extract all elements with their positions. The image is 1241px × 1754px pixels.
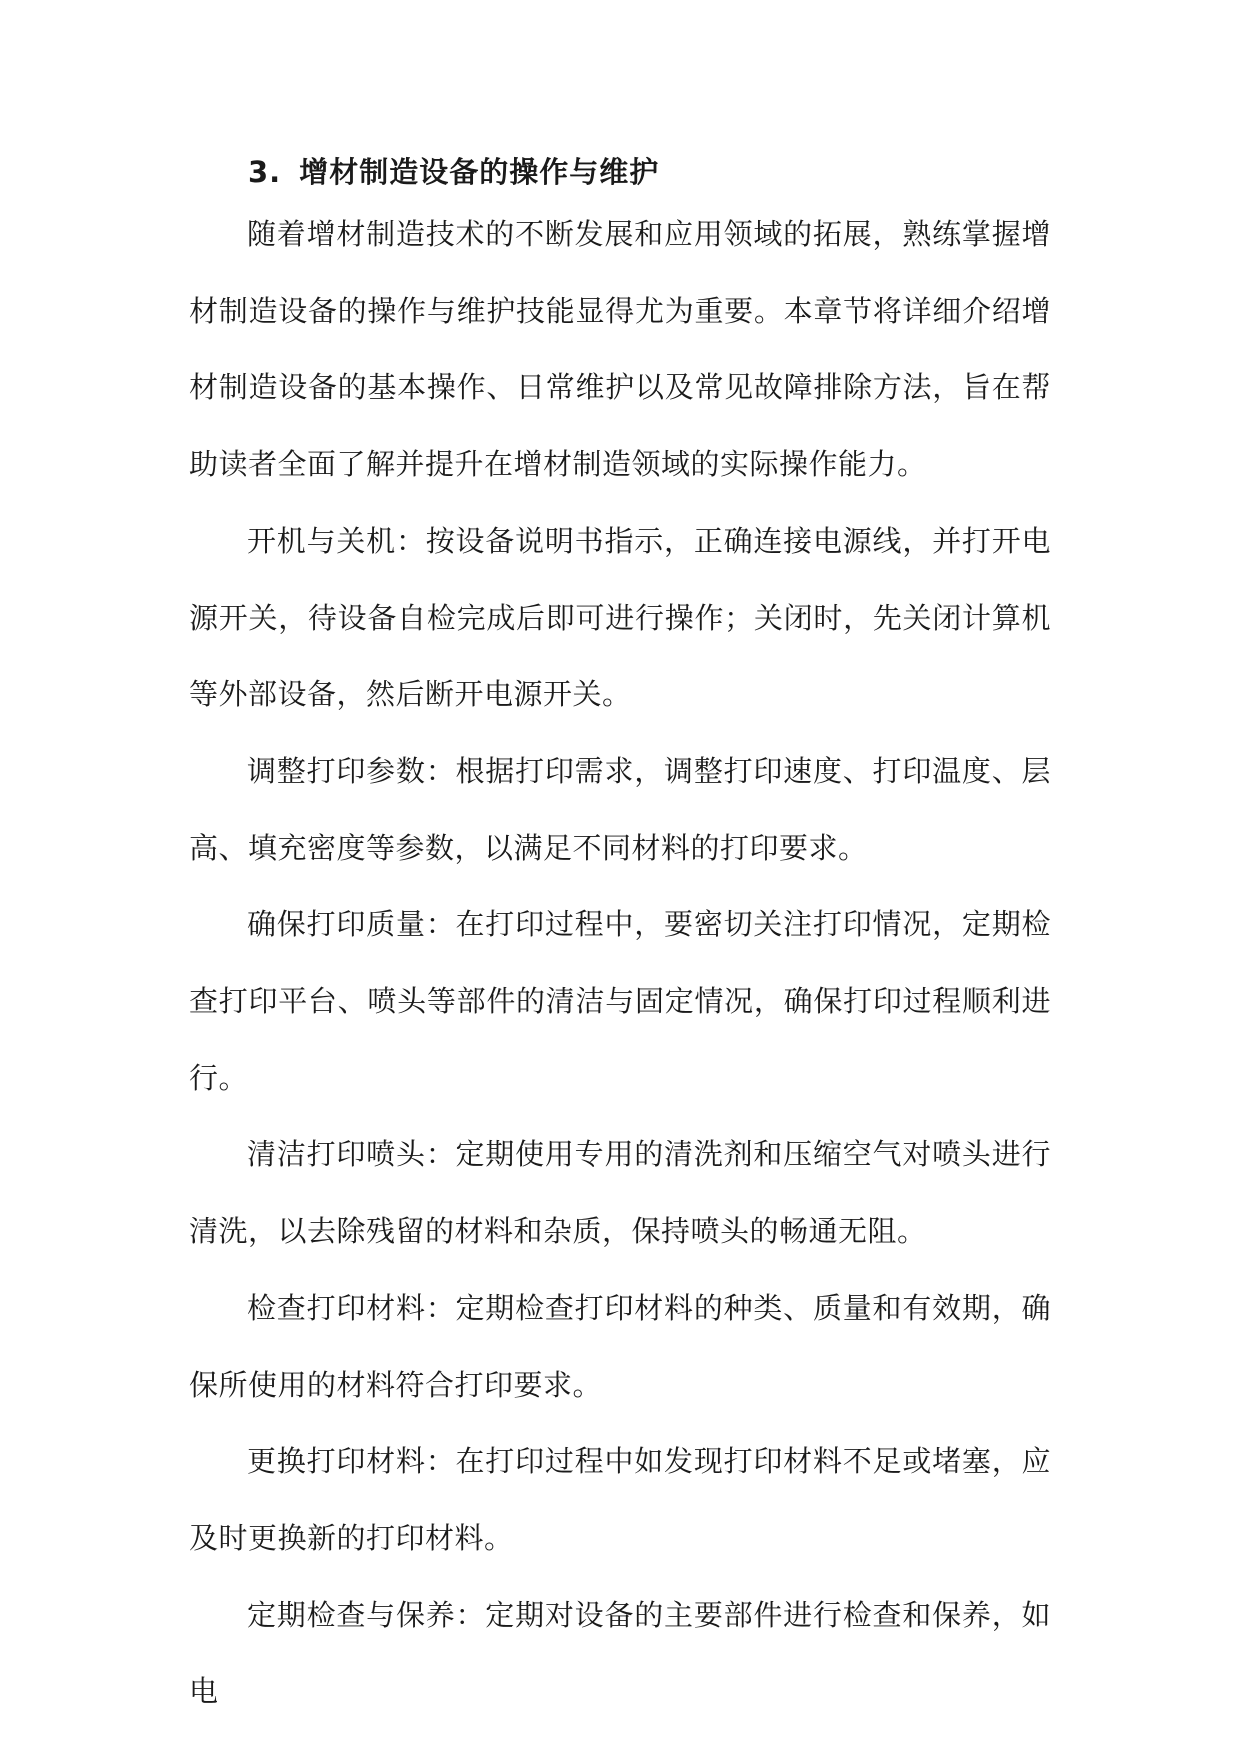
section-title: 增材制造设备的操作与维护 [299,155,660,189]
paragraph-power-on-off: 开机与关机：按设备说明书指示，正确连接电源线，并打开电源开关，待设备自检完成后即可进行操作；关闭时，先关闭计算机等外部设备，然后断开电源开关。 [189,523,1051,712]
paragraph-intro: 随着增材制造技术的不断发展和应用领域的拓展，熟练掌握增材制造设备的操作与维护技能显得尤为重要。本章节将详细介绍增材制造设备的基本操作、日常维护以及常见故障排除方法，旨在帮助读者全面了解并提升在增材制造领域的实际操作能力。 [189,217,1051,482]
paragraph-print-parameters: 调整打印参数：根据打印需求，调整打印速度、打印温度、层高、填充密度等参数，以满足不同材料的打印要求。 [189,753,1051,865]
paragraph-print-quality: 确保打印质量：在打印过程中，要密切关注打印情况，定期检查打印平台、喷头等部件的清洁与固定情况，确保打印过程顺利进行。 [189,907,1051,1095]
paragraph-check-material: 检查打印材料：定期检查打印材料的种类、质量和有效期，确保所使用的材料符合打印要求。 [189,1290,1051,1402]
paragraph-clean-nozzle: 清洁打印喷头：定期使用专用的清洗剂和压缩空气对喷头进行清洗，以去除残留的材料和杂质，保持喷头的畅通无阻。 [189,1137,1051,1249]
body-text [189,196,1051,1730]
section-heading [248,150,659,191]
paragraph-maintenance: 定期检查与保养：定期对设备的主要部件进行检查和保养，如电 [189,1597,1051,1709]
paragraph-replace-material: 更换打印材料：在打印过程中如发现打印材料不足或堵塞，应及时更换新的打印材料。 [189,1444,1051,1555]
section-number: 3. [248,155,282,189]
